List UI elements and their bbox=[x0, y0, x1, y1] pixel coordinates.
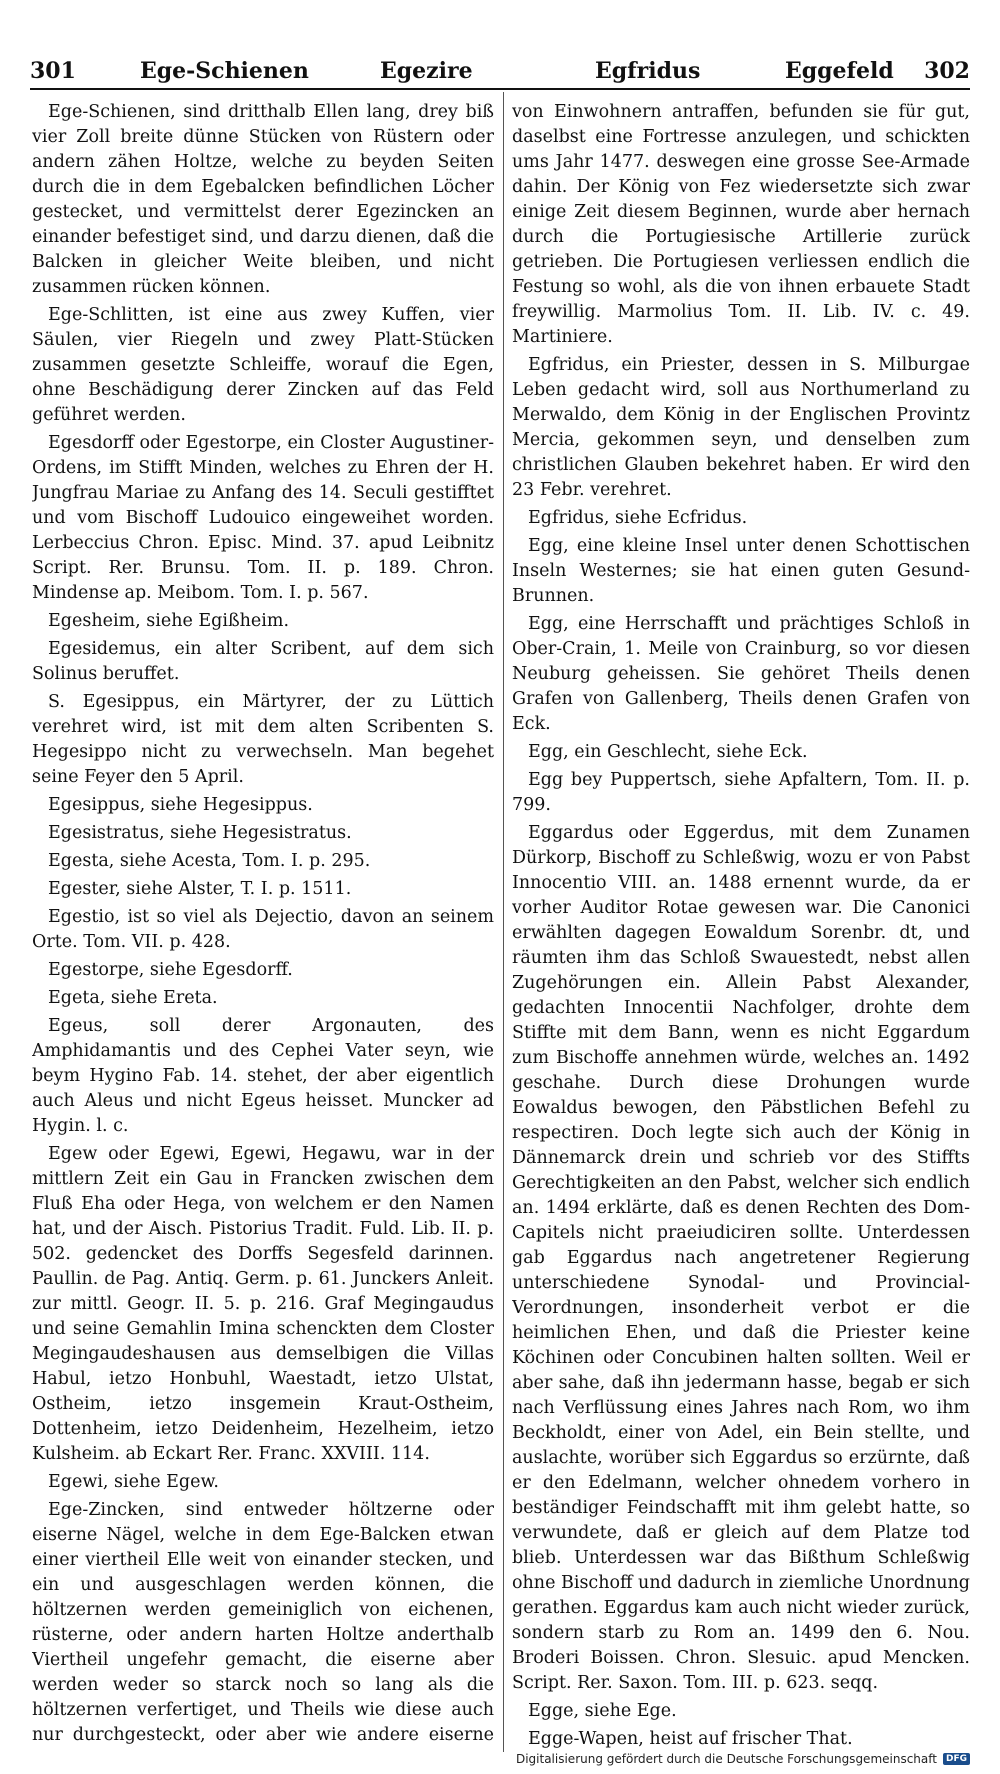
dfg-logo: DFG bbox=[943, 1753, 970, 1765]
entry-egester: Egester, siehe Alster, T. I. p. 1511. bbox=[48, 879, 352, 899]
entry-egesheim: Egesheim, siehe Egißheim. bbox=[48, 611, 290, 631]
entry-ege-zincken: Ege-Zincken, sind entweder höltzerne oder eiserne Nägel, welche in dem Ege-Balcken etwan einer viertheil Elle weit von einander stecken, und ein und ausgeschlagen werden können, die höltzernen werden gemeiniglich von eichenen, rüsterne, oder andern harten Holtze anderthalb Viertheil ungefehr gemacht, die eiserne aber werden weder so starck noch so lang als die höltzernen verfertiget, und Theils wie diese auch nur durchgesteckt, oder aber wie andere eiserne bbox=[32, 1500, 494, 1745]
entry-ege-schienen: Ege-Schienen, sind dritthalb Ellen lang, drey biß vier Zoll breite dünne Stücken von Rüstern oder andern zähen Holtze, welche zu beyden Seiten durch die in dem Egebalcken befindlichen Löcher gestecket, und vermittelst derer Egezincken an einander befestiget sind, und darzu dienen, daß die Balcken in gleicher Weite bleiben, und nicht zusammen rücken können. bbox=[32, 102, 494, 297]
entry-egestorpe: Egestorpe, siehe Egesdorff. bbox=[48, 960, 293, 980]
entry-egesta: Egesta, siehe Acesta, Tom. I. p. 295. bbox=[48, 851, 371, 871]
entry-egeta: Egeta, siehe Ereta. bbox=[48, 988, 218, 1008]
column-divider bbox=[503, 92, 504, 1752]
entry-egg-puppertsch: Egg bey Puppertsch, siehe Apfaltern, Tom. II. p. 799. bbox=[512, 770, 970, 815]
entry-egesistratus: Egesistratus, siehe Hegesistratus. bbox=[48, 823, 352, 843]
entry-egge-wapen: Egge-Wapen, heist auf frischer That. bbox=[528, 1729, 853, 1749]
entry-eggardus: Eggardus oder Eggerdus, mit dem Zunamen Dürkorp, Bischoff zu Schleßwig, wozu er von Pabst Innocentio VIII. an. 1488 ernennt wurde, da er vorher Auditor Rotae gewesen war. Die Canonici erwählten dagegen Eowaldum Sorenbr. dt, und räumten ihm das Schloß Swauestedt, nebst allen Zugehörungen ein. Allein Pabst Alexander, gedachten Innocentii Nachfolger, drohte dem Stiffte mit dem Bann, wenn es nicht Eggardum zum Bischoffe annehmen würde, welches an. 1492 geschahe. Durch diese Drohungen wurde Eowaldus bewogen, den Päbstlichen Befehl zu respectiren. Doch legte sich auch der König in Dännemarck drein und schrieb vor des Stiffts Gerechtigkeiten an den Pabst, welcher sich endlich an. 1494 erklärte, daß es denen Rechten des Dom-Capitels nicht praeiudiciren sollte. Unterdessen gab Eggardus nach angetretener Regierung unterschiedene Synodal- und Provincial-Verordnungen, insonderheit verbot er die heimlichen Ehen, und daß die Priester keine Köchinen oder Concubinen halten sollten. Weil er aber sahe, daß ihn jedermann hasse, begab er sich nach Verflüssung eines Jahres nach Rom, wo ihm Beckholdt, einer von Adel, ein Bein stellte, und auslachte, worüber sich Eggardus so erzürnte, daß er den Edelmann, welcher ohnedem vorhero in beständiger Feindschafft mit ihm gelebt hatte, so verwundete, daß er gleich auf dem Platze tod blieb. Unterdessen war das Bißthum Schleßwig ohne Bischoff und dadurch in ziemliche Unordnung gerathen. Eggardus kam auch nicht wieder zurück, sondern starb zu Rom an. 1499 den 6. Nou. Broderi Boissen. Chron. Slesuic. apud Mencken. Script. Rer. Saxon. Tom. III. p. 623. seqq. bbox=[512, 823, 970, 1693]
entry-egew: Egew oder Egewi, Egewi, Hegawu, war in der mittlern Zeit ein Gau in Francken zwischen dem Fluß Eha oder Hega, von welchem er den Namen hat, und der Aisch. Pistorius Tradit. Fuld. Lib. II. p. 502. gedencket des Dorffs Segesfeld darinnen. Paullin. de Pag. Antiq. Germ. p. 61. Junckers Anleit. zur mittl. Geogr. II. 5. p. 216. Graf Megingaudus und seine Gemahlin Imina schenckten dem Closter Megingaudeshausen aus demselbigen die Villas Habul, ietzo Honbuhl, Waestadt, ietzo Ulstat, Ostheim, ietzo insgemein Kraut-Ostheim, Dottenheim, ietzo Deidenheim, Hezelheim, ietzo Kulsheim. ab Eckart Rer. Franc. XXVIII. 114. bbox=[32, 1144, 494, 1464]
header-keyword-2: Egezire bbox=[380, 58, 473, 84]
entry-egezire-continued: von Einwohnern antraffen, befunden sie für gut, daselbst eine Fortresse anzulegen, und schickten ums Jahr 1477. deswegen eine grosse See-Armade dahin. Der König von Fez wiedersetzte sich zwar einige Zeit diesem Beginnen, wurde aber hernach durch die Portugiesische Artillerie zurück getrieben. Die Portugiesen verliessen endlich die Festung so wohl, als die von ihnen erbauete Stadt freywillig. Marmolius Tom. II. Lib. IV. c. 49. Martiniere. bbox=[512, 102, 970, 347]
entry-egg-island: Egg, eine kleine Insel unter denen Schottischen Inseln Westernes; sie hat einen guten Gesund-Brunnen. bbox=[512, 536, 970, 606]
header-keyword-4: Eggefeld bbox=[785, 58, 894, 84]
entry-egfridus-priest: Egfridus, ein Priester, dessen in S. Milburgae Leben gedacht wird, soll aus Northumerland zu Merwaldo, dem König in der Englischen Provintz Mercia, gekommen seyn, und denselben zum christlichen Glauben bekehret haben. Er wird den 23 Febr. verehret. bbox=[512, 355, 970, 500]
entry-egge: Egge, siehe Ege. bbox=[528, 1701, 677, 1721]
page-number-right: 302 bbox=[924, 58, 970, 84]
credit-text: Digitalisierung gefördert durch die Deutsche Forschungsgemeinschaft bbox=[515, 1752, 937, 1766]
entry-s-egesippus: S. Egesippus, ein Märtyrer, der zu Lüttich verehret wird, ist mit dem alten Scribenten S. Hegesippo nicht zu verwechseln. Man begehet seine Feyer den 5 April. bbox=[32, 692, 494, 787]
header-keyword-3: Egfridus bbox=[595, 58, 701, 84]
entry-ege-schlitten: Ege-Schlitten, ist eine aus zwey Kuffen, vier Säulen, vier Riegeln und zwey Platt-Stücken zusammen gesetzte Schleiffe, worauf die Egen, ohne Beschädigung derer Zincken auf das Feld geführet werden. bbox=[32, 305, 494, 425]
header-keyword-1: Ege-Schienen bbox=[140, 58, 309, 84]
entry-egfridus-ref: Egfridus, siehe Ecfridus. bbox=[528, 508, 748, 528]
page-number-left: 301 bbox=[30, 58, 76, 84]
left-column bbox=[32, 100, 494, 1750]
entry-egg-family: Egg, ein Geschlecht, siehe Eck. bbox=[528, 742, 808, 762]
entry-egesdorff: Egesdorff oder Egestorpe, ein Closter Augustiner-Ordens, im Stifft Minden, welches zu Ehren der H. Jungfrau Mariae zu Anfang des 14. Seculi gestifftet und vom Bischoff Ludouico eingeweihet worden. Lerbeccius Chron. Episc. Mind. 37. apud Leibnitz Script. Rer. Brunsu. Tom. II. p. 189. Chron. Mindense ap. Meibom. Tom. I. p. 567. bbox=[32, 433, 494, 603]
entry-egestio: Egestio, ist so viel als Dejectio, davon an seinem Orte. Tom. VII. p. 428. bbox=[32, 907, 494, 952]
entry-egeus: Egeus, soll derer Argonauten, des Amphidamantis und des Cephei Vater seyn, wie beym Hygino Fab. 14. stehet, der aber eigentlich auch Aleus und nicht Egeus heisset. Muncker ad Hygin. l. c. bbox=[32, 1016, 494, 1136]
entry-egewi: Egewi, siehe Egew. bbox=[48, 1472, 219, 1492]
digitization-credit bbox=[516, 1750, 970, 1768]
entry-egg-lordship: Egg, eine Herrschafft und prächtiges Schloß in Ober-Crain, 1. Meile von Crainburg, so vor diesen Neuburg geheissen. Sie gehöret Theils denen Grafen von Gallenberg, Theils denen Grafen von Eck. bbox=[512, 614, 970, 734]
right-column bbox=[512, 100, 970, 1750]
running-header bbox=[30, 58, 970, 88]
entry-egesippus: Egesippus, siehe Hegesippus. bbox=[48, 795, 313, 815]
header-rule bbox=[30, 88, 970, 90]
entry-egesidemus: Egesidemus, ein alter Scribent, auf dem sich Solinus beruffet. bbox=[32, 639, 494, 684]
